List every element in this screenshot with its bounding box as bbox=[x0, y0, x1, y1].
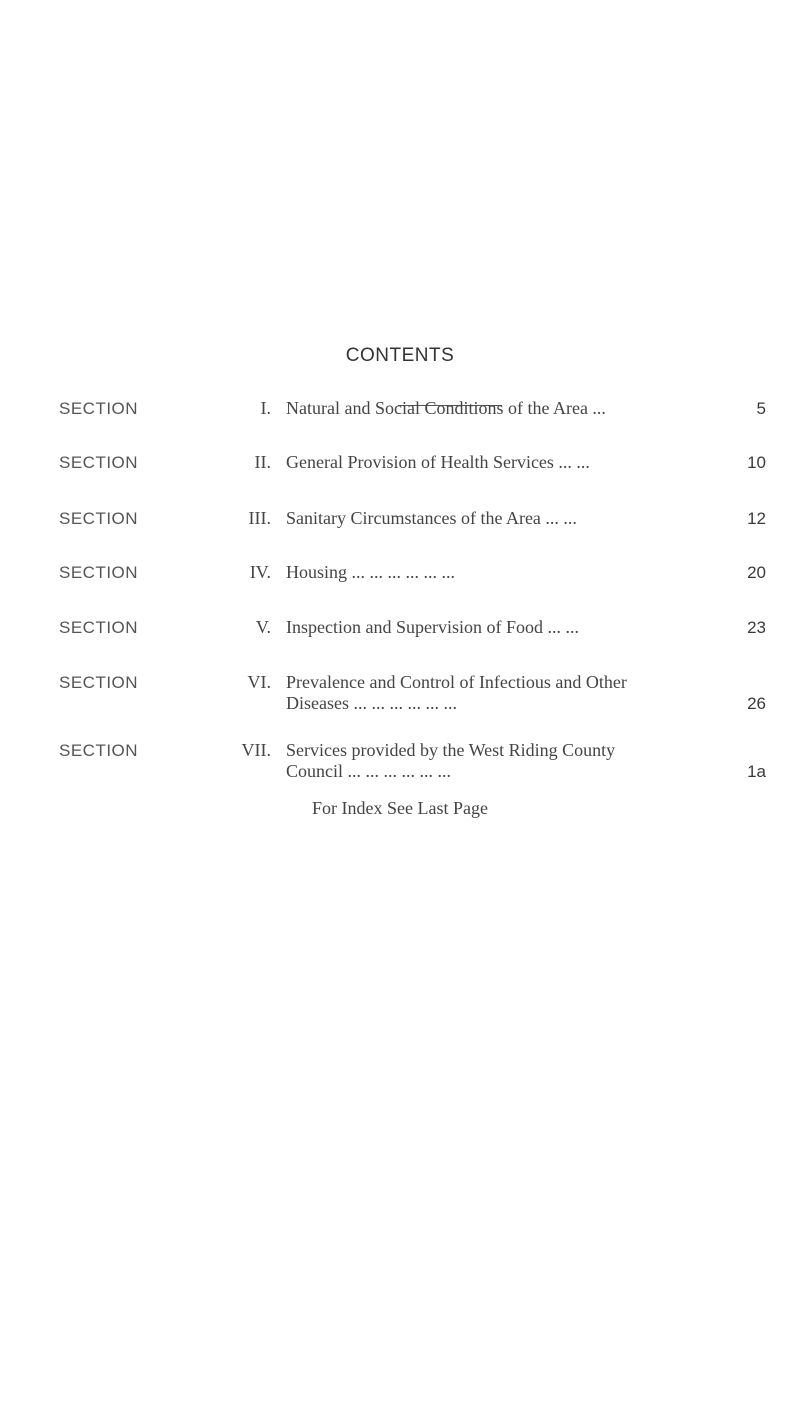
section-title-line: Prevalence and Control of Infectious and Other bbox=[286, 672, 627, 692]
section-label: SECTION bbox=[59, 509, 139, 528]
section-title bbox=[286, 452, 746, 473]
section-title-line: Housing ... ... ... ... ... ... bbox=[286, 562, 456, 582]
section-title bbox=[286, 562, 746, 583]
section-title-line: Inspection and Supervision of Food ... ... bbox=[286, 617, 579, 637]
section-title-line: Sanitary Circumstances of the Area ... ... bbox=[286, 508, 577, 528]
page-number: 10 bbox=[747, 453, 766, 472]
section-title bbox=[286, 617, 746, 638]
section-title-line: General Provision of Health Services ... ... bbox=[286, 452, 590, 472]
section-numeral: II. bbox=[254, 452, 271, 472]
section-numeral: V. bbox=[255, 617, 271, 637]
section-label: SECTION bbox=[59, 399, 139, 418]
section-title-line: Council ... ... ... ... ... ... bbox=[286, 761, 451, 781]
page-number: 20 bbox=[747, 563, 766, 582]
section-label: SECTION bbox=[59, 563, 139, 582]
section-title-line: Natural and Social Conditions of the Area ... bbox=[286, 398, 606, 418]
section-title bbox=[286, 508, 746, 529]
page-number: 26 bbox=[747, 694, 766, 713]
page-number: 12 bbox=[747, 509, 766, 528]
section-title-line: Diseases ... ... ... ... ... ... bbox=[286, 693, 457, 713]
section-numeral: IV. bbox=[249, 562, 271, 582]
page-number: 5 bbox=[756, 399, 766, 418]
index-note: For Index See Last Page bbox=[312, 798, 488, 818]
section-numeral: VII. bbox=[241, 740, 271, 760]
section-label: SECTION bbox=[59, 618, 139, 637]
section-numeral: I. bbox=[260, 398, 271, 418]
section-title bbox=[286, 740, 746, 782]
page-number: 23 bbox=[747, 618, 766, 637]
page-number: 1a bbox=[747, 762, 766, 781]
section-label: SECTION bbox=[59, 741, 139, 760]
page-title: CONTENTS bbox=[345, 345, 455, 366]
section-title-line: Services provided by the West Riding County bbox=[286, 740, 616, 760]
section-numeral: VI. bbox=[247, 672, 271, 692]
section-label: SECTION bbox=[59, 673, 139, 692]
section-title bbox=[286, 398, 746, 419]
section-numeral: III. bbox=[248, 508, 271, 528]
section-label: SECTION bbox=[59, 453, 139, 472]
section-title bbox=[286, 672, 746, 714]
